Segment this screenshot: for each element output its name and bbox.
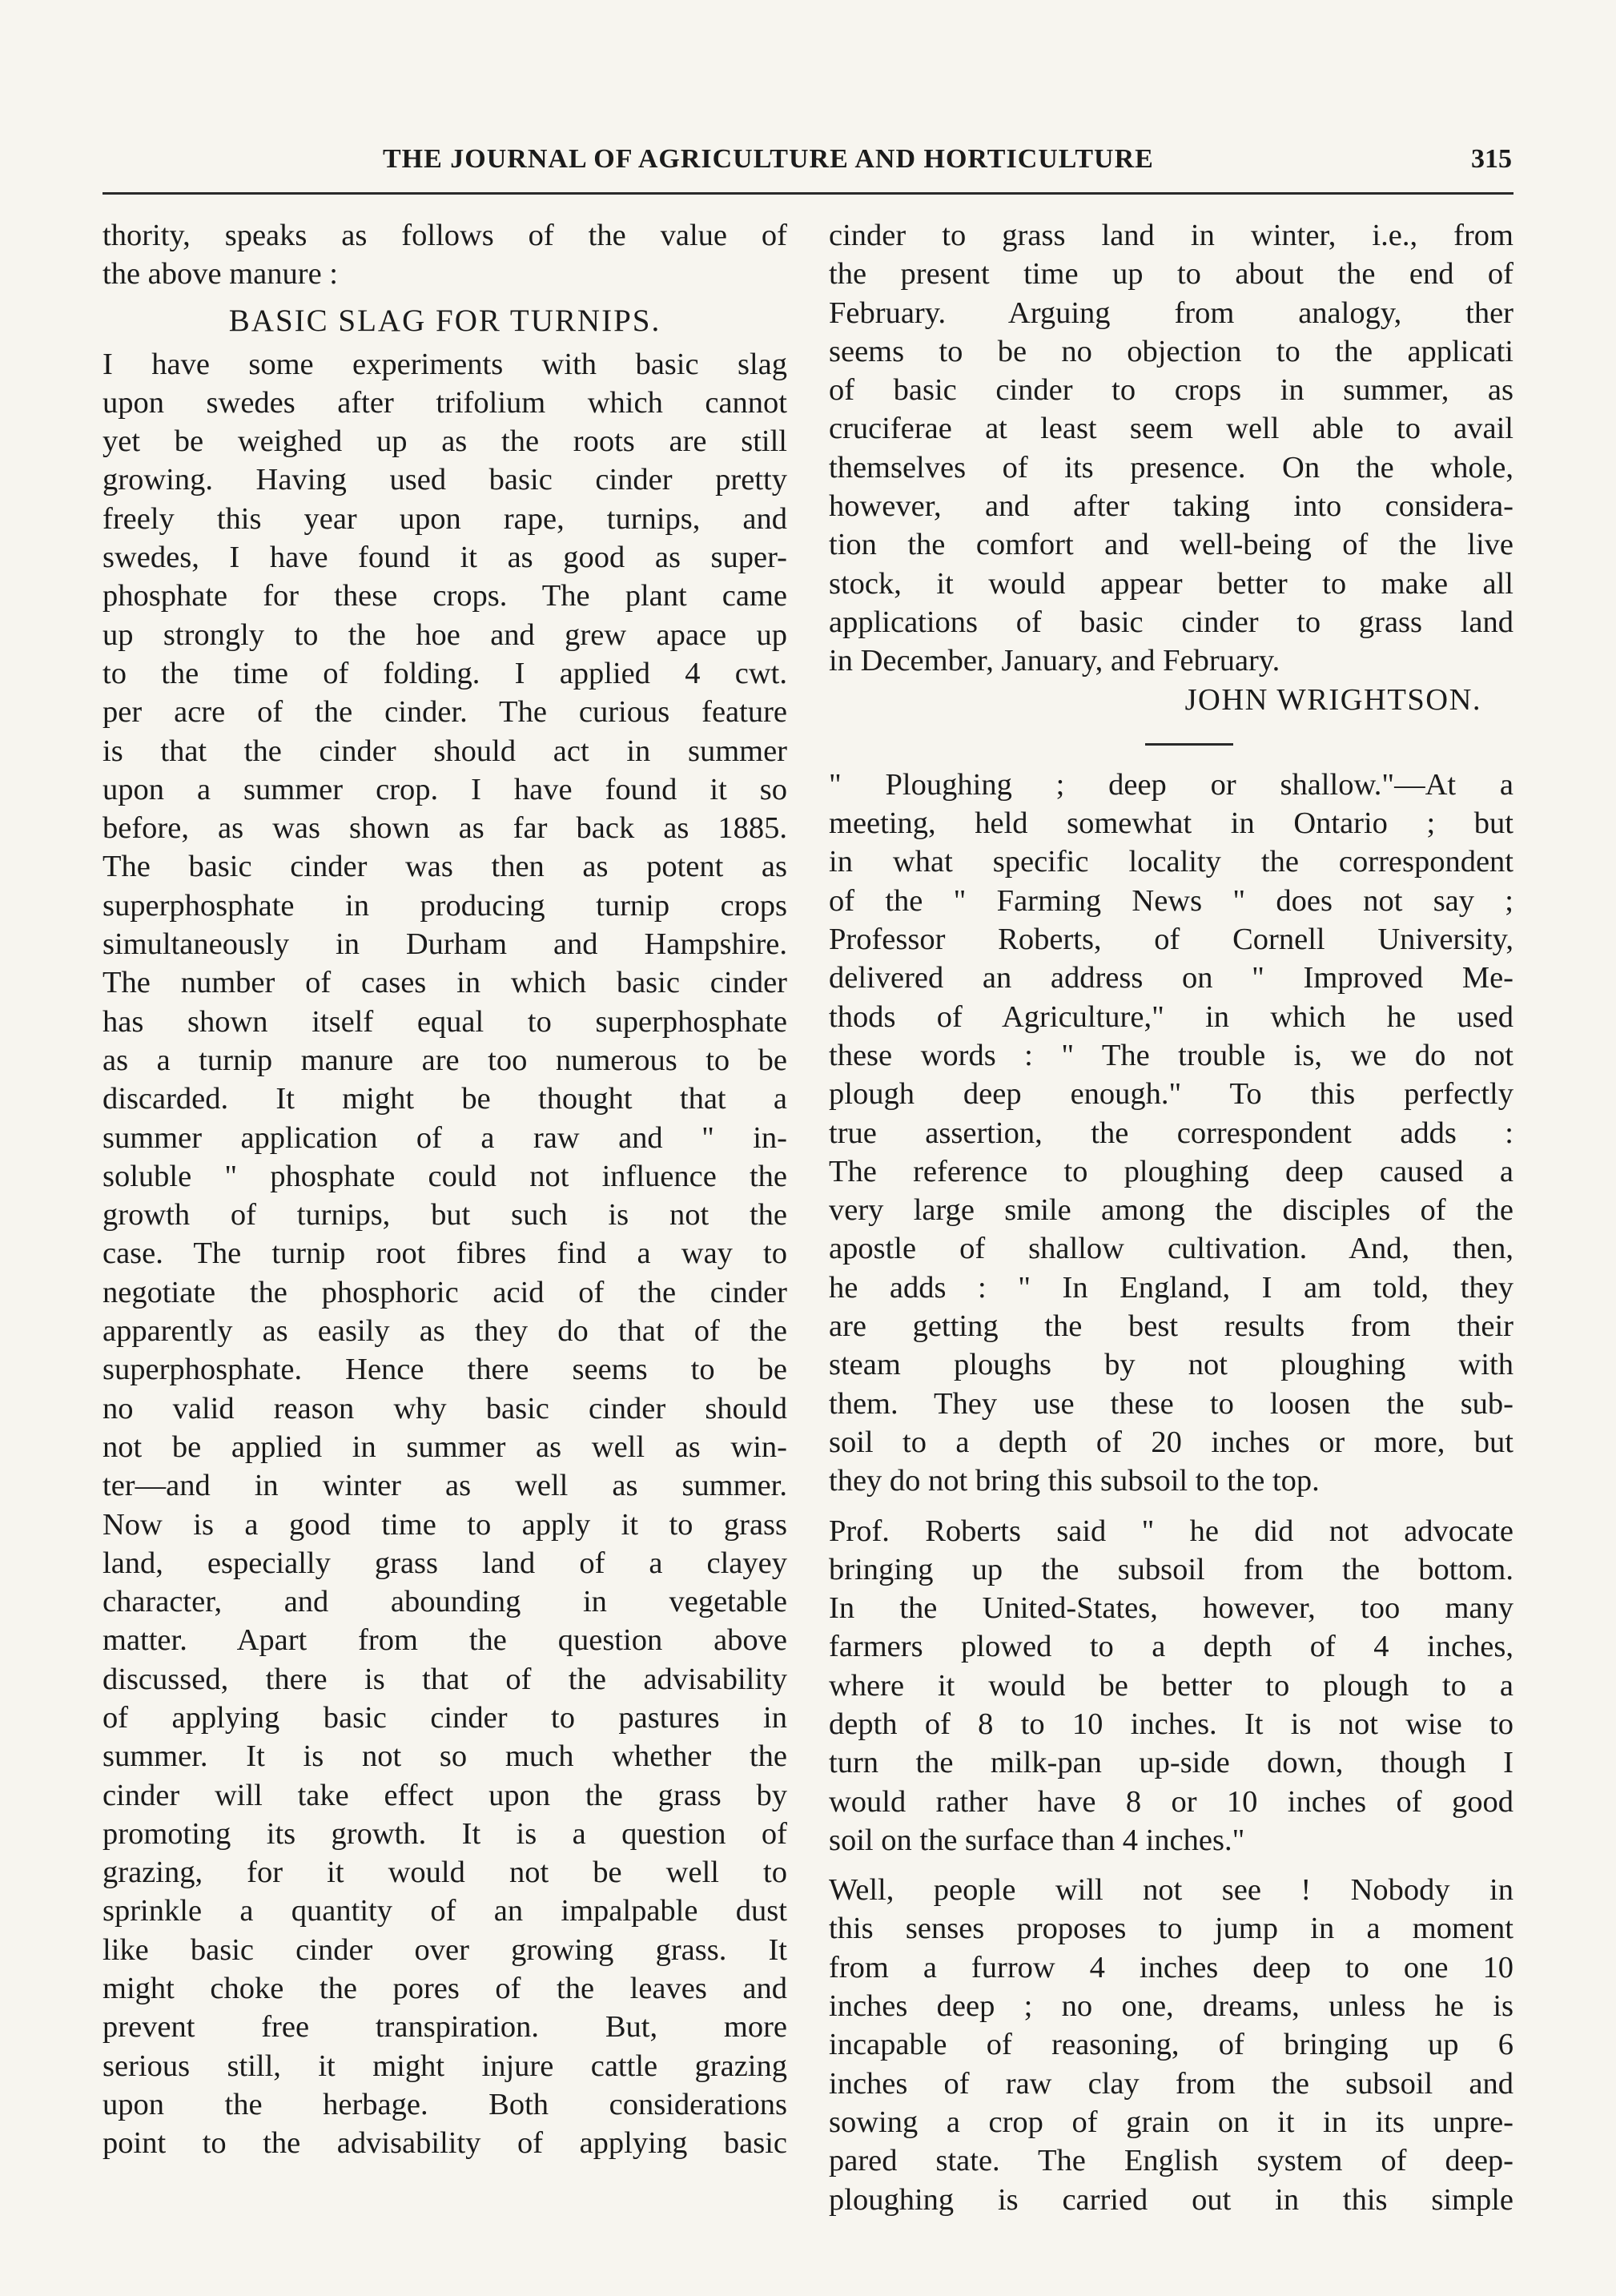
page-number: 315 [1471,144,1512,174]
header-rule [103,192,1513,195]
text-line: thority, speaks as follows of the value of [103,219,787,252]
text-line: sowing a crop of grain on it in its unpre- [829,2105,1513,2139]
text-line: to the time of folding. I applied 4 cwt. [103,656,787,690]
text-line: the present time up to about the end of [829,257,1513,292]
text-line: steam ploughs by not ploughing with [829,1348,1513,1382]
text-line: thods of Agriculture," in which he used [829,999,1513,1034]
text-line: Now is a good time to apply it to grass [103,1507,787,1542]
text-line: growth of turnips, but such is not the [103,1198,787,1232]
text-line: prevent free transpiration. But, more [103,2010,787,2045]
text-line: phosphate for these crops. The plant came [103,579,787,613]
people-paragraph [829,1871,1513,2219]
text-line: summer. It is not so much whether the [103,1739,787,1774]
text-line: The reference to ploughing deep caused a [829,1154,1513,1188]
text-line: soil on the surface than 4 inches." [829,1823,1245,1857]
text-line: summer application of a raw and " in- [103,1120,787,1155]
text-line: these words : " The trouble is, we do not [829,1038,1513,1072]
text-line: ter—and in winter as well as summer. [103,1469,787,1503]
text-line: matter. Apart from the question above [103,1623,787,1658]
text-line: upon a summer crop. I have found it so [103,772,787,806]
text-line: serious still, it might injure cattle grazing [103,2049,787,2083]
text-line: of the " Farming News " does not say ; [829,883,1513,918]
text-line: them. They use these to loosen the sub- [829,1386,1513,1421]
text-line: upon swedes after trifolium which cannot [103,385,787,420]
text-line: " Ploughing ; deep or shallow."—At a [829,767,1513,802]
text-line: soluble " phosphate could not influence the [103,1159,787,1193]
text-line: meeting, held somewhat in Ontario ; but [829,806,1513,841]
text-line: growing. Having used basic cinder pretty [103,463,787,497]
text-line: pared state. The English system of deep- [829,2144,1513,2178]
body-paragraph [103,345,787,2163]
text-line: cinder will take effect upon the grass by [103,1778,787,1812]
text-line: apparently as easily as they do that of the [103,1314,787,1349]
text-line: might choke the pores of the leaves and [103,1972,787,2006]
text-line: up strongly to the hoe and grew apace up [103,617,787,652]
text-line: turn the milk-pan up-side down, though I [829,1746,1513,1780]
text-line: however, and after taking into considera- [829,489,1513,524]
text-line: upon the herbage. Both considerations [103,2087,787,2121]
text-line: soil to a depth of 20 inches or more, but [829,1425,1513,1459]
text-line: freely this year upon rape, turnips, and [103,501,787,536]
text-line: has shown itself equal to superphosphate [103,1004,787,1039]
text-line: February. Arguing from analogy, ther [829,296,1513,330]
text-line: plough deep enough." To this perfectly [829,1077,1513,1112]
text-line: sprinkle a quantity of an impalpable dust [103,1894,787,1928]
text-line: this senses proposes to jump in a moment [829,1912,1513,1946]
paragraph-gap [829,1501,1513,1512]
text-line: no valid reason why basic cinder should [103,1391,787,1425]
text-line: as a turnip manure are too numerous to be [103,1043,787,1077]
running-header [103,138,1512,189]
text-line: is that the cinder should act in summer [103,734,787,768]
text-line: the above manure : [103,257,338,292]
text-line: from a furrow 4 inches deep to one 10 [829,1950,1513,1984]
text-line: cruciferae at least seem well able to avail [829,412,1513,446]
ploughing-paragraph [829,766,1513,1501]
text-line: The basic cinder was then as potent as [103,850,787,884]
divider-rule [1145,743,1233,746]
text-line: before, as was shown as far back as 1885. [103,811,787,846]
text-line: negotiate the phosphoric acid of the cinder [103,1275,787,1309]
text-line: discarded. It might be thought that a [103,1082,787,1116]
text-line: of basic cinder to crops in summer, as [829,373,1513,408]
text-line: I have some experiments with basic slag [103,347,787,381]
text-line: per acre of the cinder. The curious feature [103,695,787,730]
continuation-paragraph [829,216,1513,681]
text-line: yet be weighed up as the roots are still [103,424,787,459]
text-line: are getting the best results from their [829,1309,1513,1344]
text-line: like basic cinder over growing grass. It [103,1932,787,1967]
roberts-paragraph [829,1512,1513,1860]
text-line: of applying basic cinder to pastures in [103,1700,787,1735]
text-line: ploughing is carried out in this simple [829,2182,1513,2217]
text-line: Well, people will not see ! Nobody in [829,1873,1513,1908]
text-line: superphosphate. Hence there seems to be [103,1353,787,1387]
text-line: promoting its growth. It is a question of [103,1816,787,1851]
text-line: In the United-States, however, too many [829,1591,1513,1626]
text-line: would rather have 8 or 10 inches of good [829,1784,1513,1819]
text-line: farmers plowed to a depth of 4 inches, [829,1630,1513,1664]
author-signature: JOHN WRIGHTSON. [1184,682,1481,717]
text-line: point to the advisability of applying basic [103,2126,787,2161]
text-line: applications of basic cinder to grass land [829,605,1513,639]
section-heading: BASIC SLAG FOR TURNIPS. [228,303,661,338]
text-line: very large smile among the disciples of the [829,1193,1513,1228]
text-line: simultaneously in Durham and Hampshire. [103,927,787,962]
journal-title: THE JOURNAL OF AGRICULTURE AND HORTICULTURE [383,144,1154,174]
text-line: case. The turnip root fibres find a way to [103,1236,787,1271]
text-line: depth of 8 to 10 inches. It is not wise to [829,1707,1513,1741]
text-line: they do not bring this subsoil to the top. [829,1464,1320,1498]
text-line: incapable of reasoning, of bringing up 6 [829,2028,1513,2062]
text-line: in December, January, and February. [829,644,1280,678]
text-line: Professor Roberts, of Cornell University, [829,923,1513,957]
text-line: not be applied in summer as well as win- [103,1429,787,1464]
text-line: discussed, there is that of the advisability [103,1662,787,1696]
text-line: delivered an address on " Improved Me- [829,961,1513,995]
right-column [829,216,1513,2219]
text-line: inches deep ; no one, dreams, unless he is [829,1989,1513,2024]
text-line: in what specific locality the correspondent [829,845,1513,879]
left-column [103,216,787,2163]
text-line: grazing, for it would not be well to [103,1856,787,1890]
text-line: seems to be no objection to the applicati [829,334,1513,368]
paragraph-gap [829,1860,1513,1871]
text-line: bringing up the subsoil from the bottom. [829,1552,1513,1586]
text-line: themselves of its presence. On the whole, [829,450,1513,485]
text-line: he adds : " In England, I am told, they [829,1270,1513,1305]
text-line: cinder to grass land in winter, i.e., from [829,219,1513,252]
text-line: The number of cases in which basic cinder [103,966,787,1000]
text-line: superphosphate in producing turnip crops [103,888,787,923]
text-line: land, especially grass land of a clayey [103,1546,787,1580]
intro-paragraph [103,216,787,294]
section-divider [829,719,1513,766]
text-line: Prof. Roberts said " he did not advocate [829,1514,1513,1548]
text-line: where it would be better to plough to a [829,1668,1513,1703]
text-line: tion the comfort and well-being of the live [829,528,1513,562]
text-line: stock, it would appear better to make all [829,566,1513,601]
text-line: character, and abounding in vegetable [103,1585,787,1619]
text-line: inches of raw clay from the subsoil and [829,2066,1513,2101]
text-line: true assertion, the correspondent adds : [829,1116,1513,1150]
text-line: swedes, I have found it as good as super- [103,541,787,575]
text-line: apostle of shallow cultivation. And, then, [829,1232,1513,1266]
